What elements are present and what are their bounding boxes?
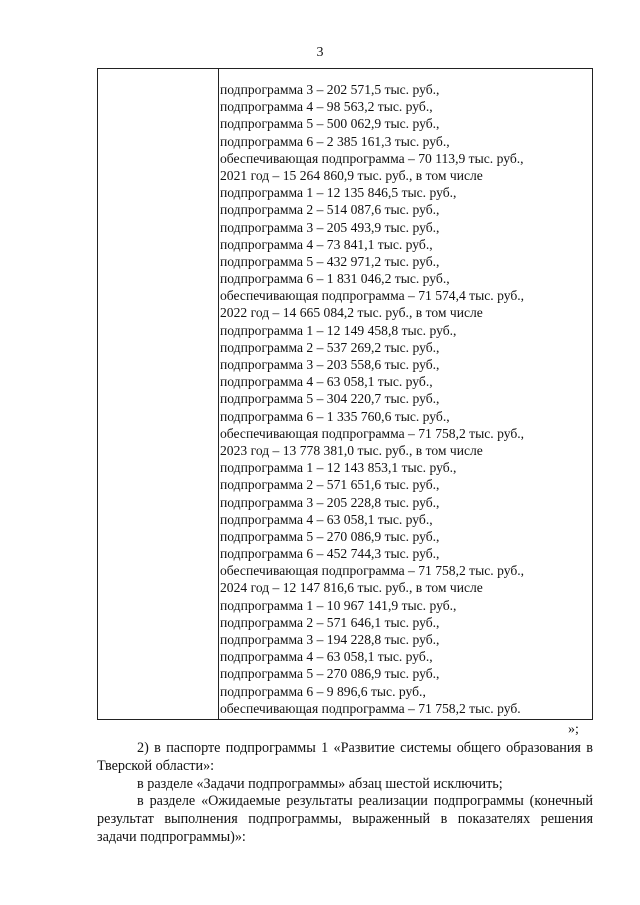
financing-line: подпрограмма 5 – 270 086,9 тыс. руб., <box>220 666 440 682</box>
financing-line: обеспечивающая подпрограмма – 71 758,2 тыс. руб., <box>220 563 525 579</box>
financing-line: подпрограмма 6 – 2 385 161,3 тыс. руб., <box>220 133 450 149</box>
financing-line: подпрограмма 5 – 500 062,9 тыс. руб., <box>220 116 440 132</box>
paragraph-passport-subprogram-1: 2) в паспорте подпрограммы 1 «Развитие системы общего образования в Тверской области»: <box>97 740 593 774</box>
financing-line: подпрограмма 3 – 205 493,9 тыс. руб., <box>220 219 440 235</box>
table-right-cell <box>220 81 588 717</box>
financing-line: подпрограмма 6 – 1 831 046,2 тыс. руб., <box>220 271 450 287</box>
financing-line: подпрограмма 5 – 432 971,2 тыс. руб., <box>220 253 440 269</box>
financing-line: подпрограмма 1 – 12 149 458,8 тыс. руб., <box>220 322 457 338</box>
financing-line: подпрограмма 4 – 63 058,1 тыс. руб., <box>220 649 433 665</box>
financing-line: подпрограмма 6 – 1 335 760,6 тыс. руб., <box>220 408 450 424</box>
financing-line: подпрограмма 2 – 571 651,6 тыс. руб., <box>220 477 440 493</box>
financing-line: 2021 год – 15 264 860,9 тыс. руб., в том числе <box>220 167 483 183</box>
financing-line: обеспечивающая подпрограмма – 71 758,2 тыс. руб., <box>220 425 525 441</box>
body-text <box>97 740 593 847</box>
financing-line: подпрограмма 2 – 537 269,2 тыс. руб., <box>220 339 440 355</box>
financing-line: подпрограмма 1 – 10 967 141,9 тыс. руб., <box>220 597 457 613</box>
financing-line: подпрограмма 4 – 63 058,1 тыс. руб., <box>220 511 433 527</box>
page-number: 3 <box>316 45 324 60</box>
financing-line: подпрограмма 1 – 12 143 853,1 тыс. руб., <box>220 460 457 476</box>
financing-table <box>97 68 593 720</box>
financing-line: подпрограмма 6 – 452 744,3 тыс. руб., <box>220 546 440 562</box>
paragraph-expected-results: в разделе «Ожидаемые результаты реализации подпрограммы (конечный результат выполнения подпрограммы, выраженный в показателях решения задачи подпрограммы)»: <box>97 793 593 845</box>
financing-line: подпрограмма 6 – 9 896,6 тыс. руб., <box>220 683 426 699</box>
financing-line: подпрограмма 2 – 571 646,1 тыс. руб., <box>220 614 440 630</box>
financing-line: подпрограмма 3 – 203 558,6 тыс. руб., <box>220 357 440 372</box>
financing-line: обеспечивающая подпрограмма – 70 113,9 тыс. руб., <box>220 150 524 166</box>
paragraph-tasks-section: в разделе «Задачи подпрограммы» абзац шестой исключить; <box>137 775 503 792</box>
financing-line: подпрограмма 4 – 98 563,2 тыс. руб., <box>220 99 433 115</box>
closing-quote: »; <box>568 722 579 737</box>
financing-line: подпрограмма 5 – 270 086,9 тыс. руб., <box>220 528 440 544</box>
financing-line: подпрограмма 4 – 63 058,1 тыс. руб., <box>220 374 433 390</box>
financing-line: 2022 год – 14 665 084,2 тыс. руб., в том числе <box>220 305 483 321</box>
financing-line: подпрограмма 3 – 202 571,5 тыс. руб., <box>220 82 440 97</box>
financing-line: обеспечивающая подпрограмма – 71 574,4 тыс. руб., <box>220 288 525 304</box>
financing-line: подпрограмма 2 – 514 087,6 тыс. руб., <box>220 202 440 218</box>
financing-line: 2024 год – 12 147 816,6 тыс. руб., в том числе <box>220 580 483 596</box>
financing-line: 2023 год – 13 778 381,0 тыс. руб., в том числе <box>220 442 483 458</box>
financing-line: обеспечивающая подпрограмма – 71 758,2 тыс. руб. <box>220 700 521 716</box>
financing-line: подпрограмма 3 – 194 228,8 тыс. руб., <box>220 632 440 647</box>
table-left-cell <box>98 69 219 719</box>
financing-line: подпрограмма 3 – 205 228,8 тыс. руб., <box>220 494 440 510</box>
financing-line: подпрограмма 4 – 73 841,1 тыс. руб., <box>220 236 433 252</box>
financing-line: подпрограмма 1 – 12 135 846,5 тыс. руб., <box>220 185 457 201</box>
financing-line: подпрограмма 5 – 304 220,7 тыс. руб., <box>220 391 440 407</box>
